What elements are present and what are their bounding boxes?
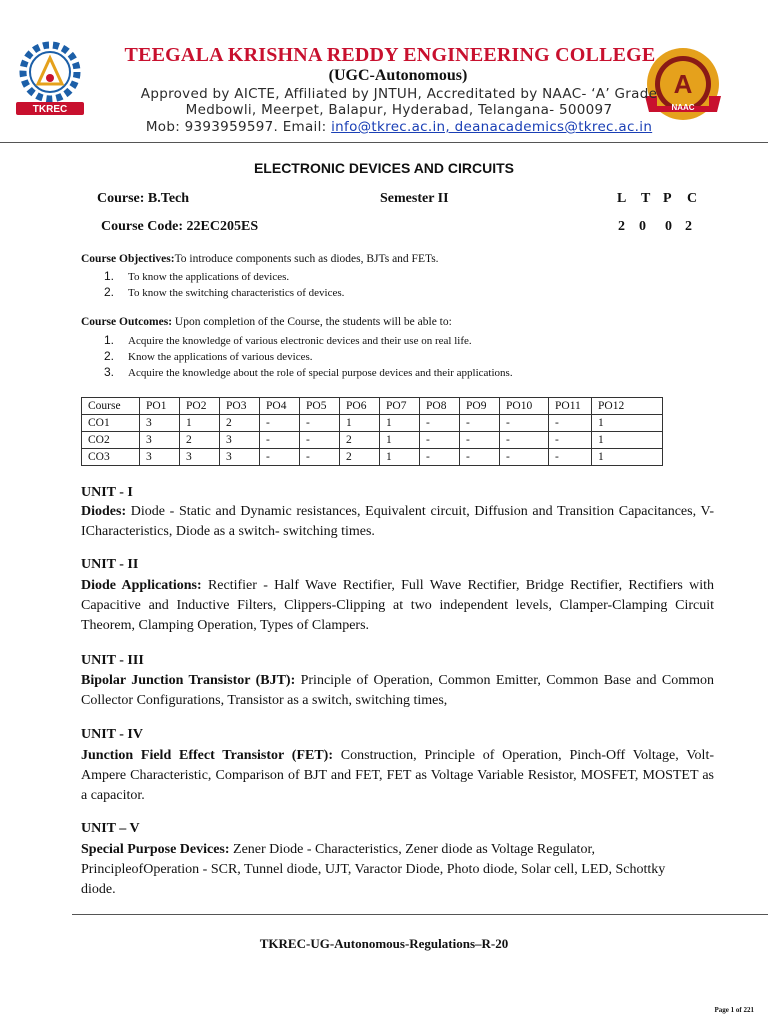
outcomes-list [104,332,513,380]
table-cell: PO6 [340,398,380,415]
page-number: Page 1 of 221 [714,1006,754,1014]
unit-topic: Diodes: [81,504,127,519]
table-cell: PO7 [380,398,420,415]
outcomes-intro-text: Upon completion of the Course, the students will be able to: [172,316,452,328]
ltpc-value-l: 2 [618,219,625,234]
unit-content [81,746,714,806]
course-code: Course Code: 22EC205ES [101,219,259,234]
list-item [104,284,344,300]
table-cell: 3 [220,432,260,449]
list-text: Know the applications of various devices. [128,351,313,363]
table-cell: 3 [180,449,220,466]
unit-topic: Junction Field Effect Transistor (FET): [81,748,334,763]
naac-grade-letter: A [673,69,693,99]
list-number: 1. [104,333,115,347]
table-cell: CO3 [82,449,140,466]
table-row [82,415,663,432]
table-cell: 1 [180,415,220,432]
table-cell: - [420,415,460,432]
unit-text: Rectifier - Half Wave Rectifier, Full Wave Rectifier, Bridge Rectifier, Rectifiers with Capacitive and Inductive Filters, Clippers-Clipping at two independent levels, Clamper-Clamping Circuit Theorem, Clamping Operation, Types of Clampers. [81,578,714,633]
list-number: 2. [104,349,115,363]
table-cell: - [420,432,460,449]
table-cell: PO5 [300,398,340,415]
table-cell: 1 [380,432,420,449]
table-cell: PO8 [420,398,460,415]
table-cell: - [549,449,592,466]
table-cell: 2 [340,449,380,466]
ltpc-label-t: T [641,191,651,206]
ltpc-value-c: 2 [685,219,692,234]
table-row [82,449,663,466]
approval-line: Approved by AICTE, Affiliated by JNTUH, Accreditated by NAAC- ‘A’ Grade [140,86,658,102]
unit-topic: Special Purpose Devices: [81,842,230,857]
objectives-list [104,268,344,300]
unit-text: Construction, Principle of Operation, Pinch-Off Voltage, Volt- Ampere Characteristic, Comparison of BJT and FET, FET as Voltage Variable Resistor, MOSFET, MOSTET as a capacitor. [81,748,714,803]
table-header-row [82,398,663,415]
list-item [104,332,513,348]
course-objectives-intro [81,253,439,265]
table-cell: PO2 [180,398,220,415]
table-cell: - [500,449,549,466]
table-cell: 2 [340,432,380,449]
document-title: ELECTRONIC DEVICES AND CIRCUITS [253,160,515,176]
list-item [104,364,513,380]
objectives-intro-text: To introduce components such as diodes, BJTs and FETs. [174,253,439,265]
unit-title: UNIT – V [81,821,140,836]
unit-content [81,502,714,542]
unit-title: UNIT - III [81,653,144,668]
table-cell: CO2 [82,432,140,449]
unit-title: UNIT - I [81,485,133,500]
table-cell: - [549,415,592,432]
table-cell: - [260,432,300,449]
list-number: 1. [104,269,115,283]
naac-badge-text: NAAC [671,103,695,112]
table-cell: PO9 [460,398,500,415]
table-cell: PO12 [592,398,663,415]
table-cell: 2 [180,432,220,449]
ltpc-label-p: P [663,191,672,206]
table-cell: 1 [592,432,663,449]
unit-text: Zener Diode - Characteristics, Zener diode as Voltage Regulator, PrincipleofOperation - SCR, Tunnel diode, UJT, Varactor Diode, Photo diode, Solar cell, LED, Schottky diode. [81,842,666,897]
table-cell: 1 [380,449,420,466]
unit-title: UNIT - IV [81,727,143,742]
table-cell: 3 [140,432,180,449]
table-row [82,432,663,449]
unit-topic: Bipolar Junction Transistor (BJT): [81,673,296,688]
table-cell: - [549,432,592,449]
table-cell: 3 [140,449,180,466]
contact-line [0,119,768,135]
unit-content [81,576,714,636]
college-name: TEEGALA KRISHNA REDDY ENGINEERING COLLEGE [124,44,656,66]
table-cell: PO3 [220,398,260,415]
table-cell: - [460,432,500,449]
outcomes-label: Course Outcomes: [81,316,173,328]
table-cell: 1 [592,449,663,466]
unit-topic: Diode Applications: [81,578,202,593]
list-text: Acquire the knowledge of various electronic devices and their use on real life. [128,335,472,347]
table-cell: PO11 [549,398,592,415]
list-item [104,348,513,364]
list-text: To know the applications of devices. [128,271,290,283]
table-cell: - [300,415,340,432]
unit-text: Diode - Static and Dynamic resistances, Equivalent circuit, Diffusion and Transition Capacitances, V-ICharacteristics, Diode as a switch- switching times. [81,504,714,539]
list-number: 2. [104,285,115,299]
table-cell: - [460,415,500,432]
table-cell: CO1 [82,415,140,432]
list-text: To know the switching characteristics of devices. [128,287,345,299]
table-cell: - [500,432,549,449]
table-cell: - [300,432,340,449]
table-cell: - [500,415,549,432]
semester-label: Semester II [380,191,449,206]
table-cell: - [460,449,500,466]
table-cell: PO4 [260,398,300,415]
table-cell: 2 [220,415,260,432]
table-cell: - [260,415,300,432]
table-cell: 1 [340,415,380,432]
table-cell: PO1 [140,398,180,415]
unit-text: Principle of Operation, Common Emitter, Common Base and Common Collector Configurations, Transistor as a switch, switching times, [81,673,714,708]
unit-title: UNIT - II [81,557,139,572]
header-divider [0,142,768,143]
table-cell: 3 [220,449,260,466]
table-cell: Course [82,398,140,415]
course-outcomes-intro [81,316,452,328]
address-line: Medbowli, Meerpet, Balapur, Hyderabad, Telangana- 500097 [185,102,613,118]
list-number: 3. [104,365,115,379]
ltpc-label-l: L [617,191,627,206]
mobile-label: Mob: 9393959597. Email: [145,119,332,135]
course-label: Course: B.Tech [97,191,190,206]
table-cell: - [420,449,460,466]
ltpc-value-p: 0 [665,219,672,234]
table-cell: 1 [592,415,663,432]
table-cell: - [300,449,340,466]
list-item [104,268,344,284]
ltpc-value-t: 0 [639,219,646,234]
autonomous-status: (UGC-Autonomous) [328,67,468,84]
table-cell: PO10 [500,398,549,415]
table-cell: 3 [140,415,180,432]
footer-divider [72,914,768,915]
unit-content [81,671,714,711]
co-po-mapping-table [81,397,663,466]
table-cell: - [260,449,300,466]
objectives-label: Course Objectives: [81,253,175,265]
unit-content [81,840,681,900]
ltpc-label-c: C [687,191,698,206]
email-links[interactable]: info@tkrec.ac.in, deanacademics@tkrec.ac.in [331,119,653,135]
table-cell: 1 [380,415,420,432]
list-text: Acquire the knowledge about the role of special purpose devices and their applications. [128,367,513,379]
college-logo-text: TKREC [32,104,68,115]
regulation-footer: TKREC-UG-Autonomous-Regulations–R-20 [259,936,509,951]
